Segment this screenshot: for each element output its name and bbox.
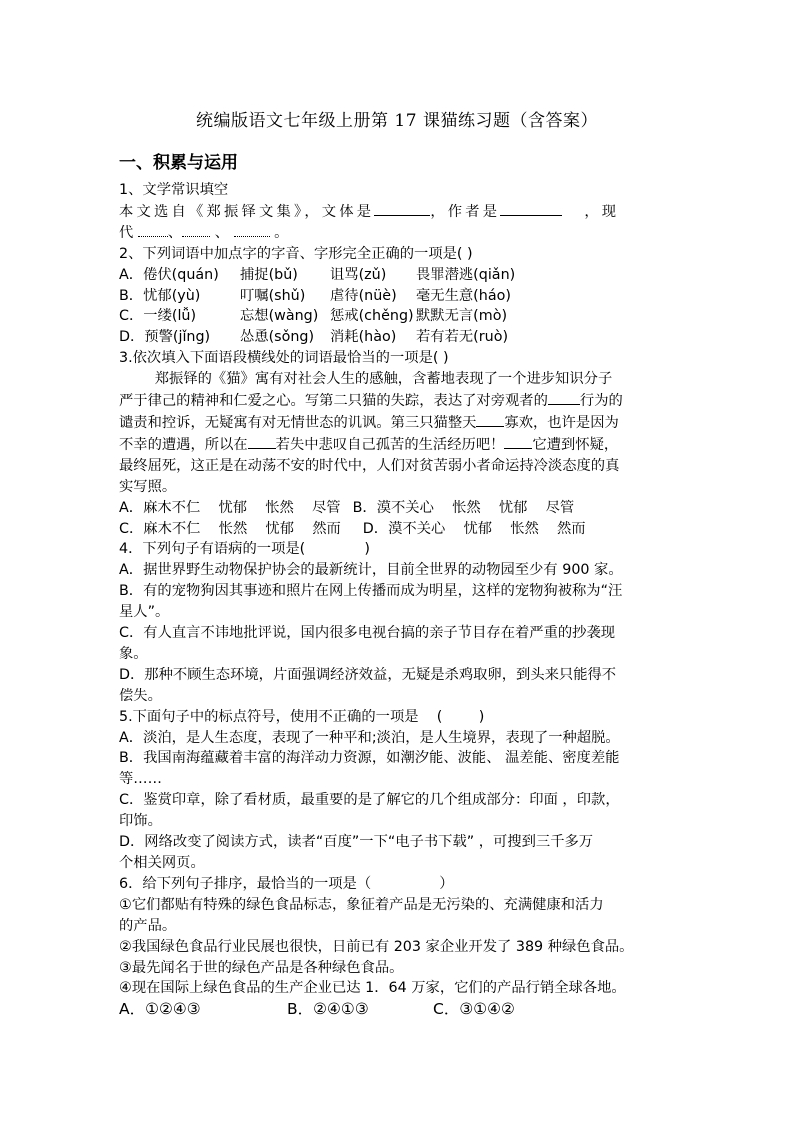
question-6-option-a: A．①②④③ [119,1000,201,1019]
question-6-heading: 6．给下列句子排序，最恰当的一项是（ ） [119,875,454,892]
question-3-passage-line: 不幸的遭遇，所以在 若失中悲叹自己孤苦的生活经历吧！ 它遭到怀疑， [119,434,685,456]
fill-blank[interactable] [548,390,580,405]
question-4-option-c-cont: 象。 [119,645,148,662]
question-6-sentence-1-cont: 的产品。 [119,917,177,934]
section-heading: 一、积累与运用 [119,153,238,173]
fill-blank[interactable] [138,224,168,237]
question-3-passage-line: 实写照。 [119,478,177,495]
question-3-passage-line: 郑振铎的《猫》寓有对社会人生的感触，含蓄地表现了一个进步知识分子 [154,371,613,388]
question-2-option-d: D．预警(jǐng) 怂恿(sǒng) 消耗(hào) 若有若无(ruò) [119,329,509,346]
question-4-option-c: C．有人直言不讳地批评说，国内很多电视台搞的亲子节目存在着严重的抄袭现 [119,625,616,642]
question-5-option-b: B．我国南海蕴藏着丰富的海洋动力资源，如潮汐能、波能、 温差能、密度差能 [119,750,620,767]
fill-blank[interactable] [374,201,430,216]
question-3-options-cd: C．麻木不仁 怅然 忧郁 然而 D．漠不关心 忧郁 怅然 然而 [119,520,586,537]
question-6-option-b: B．②④①③ [287,1000,369,1019]
question-6-sentence-2: ②我国绿色食品行业民展也很快，日前已有 203 家企业开发了 389 种绿色食品。 [119,938,634,955]
fill-blank[interactable] [248,434,276,449]
question-1-line-2: 代 、 、 。 [119,224,289,241]
question-3-passage-line: 最终屈死，这正是在动荡不安的时代中，人们对贫苦弱小者命运持冷淡态度的真 [119,457,620,474]
question-4-option-d: D．那种不顾生态环境，片面强调经济效益，无疑是杀鸡取卵，到头来只能得不 [119,666,617,683]
document-body [119,180,685,1020]
question-4-option-b-cont: 星人”。 [119,604,170,621]
question-1-heading: 1、文学常识填空 [119,182,229,198]
question-3-options-ab: A．麻木不仁 忧郁 怅然 尽管 B．漠不关心 怅然 忧郁 尽管 [119,499,575,516]
question-6-sentence-3: ③最先闻名于世的绿色产品是各种绿色食品。 [119,959,404,976]
question-2-option-b: B．忧郁(yù) 叮嘱(shǔ) 虐待(nüè) 毫无生意(háo) [119,287,511,304]
question-4-heading: 4．下列句子有语病的一项是( ) [119,541,370,558]
question-2-heading: 2、下列词语中加点字的字音、字形完全正确的一项是( ) [119,245,473,262]
question-3-passage-line: 谴责和控诉，无疑寓有对无情世态的讥讽。第三只猫整天 寡欢，也许是因为 [119,412,685,434]
question-3-heading: 3.依次填入下面语段横线处的词语最恰当的一项是( ) [119,350,449,367]
question-5-option-d-cont: 个相关网页。 [119,855,205,871]
question-5-option-b-cont: 等…… [119,771,162,788]
question-6-options [119,999,685,1020]
question-4-option-d-cont: 偿失。 [119,687,162,704]
question-1-line-1: 本文选自《郑振铎文集》，文体是 ，作者是 ，现 [119,201,685,223]
fill-blank[interactable] [504,434,532,449]
question-5-option-a: A．淡泊，是人生态度，表现了一种平和;淡泊，是人生境界，表现了一种超脱。 [119,729,620,746]
question-4-option-a: A．据世界野生动物保护协会的最新统计，目前全世界的动物园至少有 900 家。 [119,562,623,579]
question-5-option-c-cont: 印饰。 [119,813,162,830]
question-5-option-c: C．鉴赏印章，除了看材质，最重要的是了解它的几个组成部分：印面 ，印款， [119,792,620,809]
question-6-sentence-4: ④现在国际上绿色食品的生产企业已达 1．64 万家，它们的产品行销全球各地。 [119,980,626,997]
fill-blank[interactable] [182,224,210,237]
question-6-sentence-1: ①它们都贴有特殊的绿色食品标志，象征着产品是无污染的、充满健康和活力 [119,896,604,913]
question-3-passage-line: 严于律己的精神和仁爱之心。写第二只猫的失踪，表达了对旁观者的 行为的 [119,390,685,412]
question-4-option-b: B．有的宠物狗因其事迹和照片在网上传播而成为明星，这样的宠物狗被称为“汪 [119,583,623,600]
question-5-option-d: D．网络改变了阅读方式，读者“百度”一下“电子书下载” ，可搜到三千多万 [119,834,594,851]
question-2-option-a: A．倦伏(quán) 捕捉(bǔ) 诅骂(zǔ) 畏罪潜逃(qiǎn) [119,266,516,283]
question-2-option-c: C．一缕(lǚ) 忘想(wàng) 惩戒(chěng) 默默无言(mò) [119,308,508,325]
question-6-option-c: C．③①④② [433,1000,515,1019]
question-5-heading: 5.下面句子中的标点符号，使用不正确的一项是 ( ) [119,708,485,725]
fill-blank[interactable] [234,224,270,237]
fill-blank[interactable] [476,412,504,427]
fill-blank[interactable] [500,201,562,216]
document-title: 统编版语文七年级上册第 17 课猫练习题（含答案） [196,111,598,131]
